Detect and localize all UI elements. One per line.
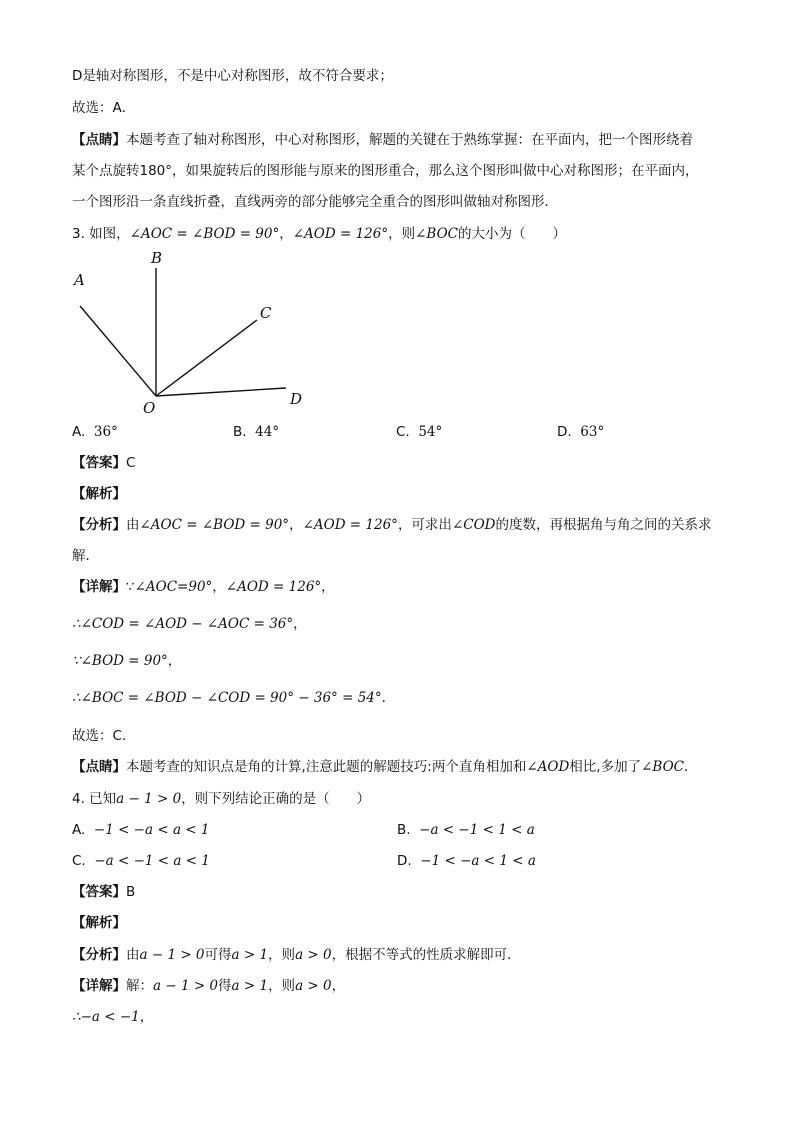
detail-line [72, 977, 345, 995]
math-expr: ∠AOC=90° [134, 579, 213, 595]
option-value: 36° [93, 424, 118, 440]
math-expr: ∴−a < −1 [72, 1009, 140, 1025]
option-b [397, 821, 535, 839]
detail-line [72, 578, 335, 596]
option-c [396, 423, 442, 441]
text: 由 [126, 947, 140, 963]
math-expr: a − 1 > 0 [153, 978, 219, 994]
comment-line: 一个图形沿一条直线折叠，直线两旁的部分能够完全重合的图形叫做轴对称图形． [72, 194, 558, 210]
text: ， [293, 616, 307, 632]
math-expr: ∠AOD = 126° [225, 579, 322, 595]
text: 由 [126, 517, 140, 533]
fenxi-tag: 【分析】 [72, 517, 126, 533]
option-c [72, 852, 210, 870]
text: ，则 [388, 226, 416, 242]
text: 相比,多加了 [569, 759, 642, 775]
question-3-stem [72, 225, 566, 243]
comment-tag: 【点睛】 [72, 759, 126, 775]
label-a: A [74, 271, 85, 289]
text: 的大小为（ ） [458, 226, 566, 242]
fenxi-tag: 【分析】 [72, 947, 126, 963]
option-letter: A. [72, 822, 86, 838]
ray-oc [156, 320, 257, 396]
question-number: 4. 已知 [72, 791, 117, 807]
text: ，根据不等式的性质求解即可． [331, 947, 521, 963]
math-expr: a > 1 [231, 978, 269, 994]
analysis-tag [72, 485, 126, 503]
label-c: C [260, 304, 272, 322]
text: ， [167, 653, 182, 669]
text: 的度数，再根据角与角之间的关系求 [495, 517, 712, 533]
answer-tag: 【答案】 [72, 884, 126, 900]
text: ， [279, 226, 293, 242]
math-expr: ∠BOC [641, 759, 684, 775]
ray-oa [80, 306, 156, 396]
option-value: −a < −1 < a < 1 [94, 853, 210, 869]
text: ，则 [268, 978, 296, 994]
question-4-stem [72, 790, 370, 808]
text: ，则 [268, 947, 296, 963]
answer-value: B [126, 884, 136, 900]
fenxi-line [72, 516, 711, 534]
math-expr: ∴∠COD = ∠AOD − ∠AOC = 36° [72, 616, 294, 632]
detail-tag: 【详解】 [72, 579, 126, 595]
text: ， [321, 579, 335, 595]
math-expr: ∠AOD = 126° [302, 517, 398, 533]
text: ∵ [126, 579, 135, 595]
analysis-label: 【解析】 [72, 915, 126, 931]
option-letter: D. [557, 424, 572, 440]
fenxi-line: 解． [72, 548, 99, 564]
option-a [72, 423, 118, 441]
text: ， [139, 1009, 154, 1025]
label-b: B [151, 249, 163, 267]
math-expr: ∠AOC = ∠BOD = 90° [129, 226, 280, 242]
math-expr: a > 0 [295, 947, 332, 963]
text: 可得 [204, 947, 232, 963]
option-value: −a < −1 < 1 < a [419, 822, 535, 838]
detail-tag: 【详解】 [72, 978, 126, 994]
option-value: 54° [418, 424, 443, 440]
option-d [397, 852, 536, 870]
text: ，则下列结论正确的是（ ） [181, 791, 371, 807]
comment-line: 某个点旋转180°，如果旋转后的图形能与原来的图形重合，那么这个图形叫做中心对称图形；在平面内， [72, 163, 699, 179]
comment-tag: 【点睛】 [72, 132, 126, 148]
math-expr: a > 0 [295, 978, 332, 994]
text: ， [289, 517, 303, 533]
step-line [72, 615, 307, 633]
answer-line [72, 883, 135, 901]
step-line [72, 689, 395, 707]
math-expr: a > 1 [231, 947, 269, 963]
option-letter: D. [397, 853, 412, 869]
answer-value: C [126, 455, 136, 471]
option-a [72, 821, 209, 839]
option-value: 63° [580, 424, 605, 440]
comment-line [72, 131, 693, 149]
math-expr: a − 1 > 0 [139, 947, 205, 963]
text: ． [683, 759, 698, 775]
text: ， [212, 579, 226, 595]
label-d: D [290, 390, 303, 408]
math-expr: ∠BOC [415, 226, 458, 242]
option-letter: A. [72, 424, 86, 440]
ray-od [156, 388, 286, 396]
math-expr: ∠AOD [526, 759, 570, 775]
text: 本题考查的知识点是角的计算,注意此题的解题技巧:两个直角相加和 [126, 759, 527, 775]
text: ，可求出 [397, 517, 452, 533]
option-letter: B. [233, 424, 247, 440]
option-b [233, 423, 279, 441]
text: 得 [218, 978, 232, 994]
math-expr: a − 1 > 0 [116, 791, 182, 807]
math-expr: ∠COD [451, 517, 496, 533]
answer-line [72, 454, 135, 472]
comment-line [72, 758, 697, 776]
step-line [72, 652, 181, 670]
text: 解： [126, 978, 153, 994]
analysis-label: 【解析】 [72, 486, 126, 502]
text: ， [331, 978, 346, 994]
text-line: D是轴对称图形，不是中心对称图形，故不符合要求； [72, 68, 393, 84]
label-o: O [143, 399, 156, 417]
option-letter: C. [396, 424, 410, 440]
angle-figure [60, 244, 320, 419]
math-expr: ∴∠BOC = ∠BOD − ∠COD = 90° − 36° = 54° [72, 690, 382, 706]
answer-tag: 【答案】 [72, 455, 126, 471]
fenxi-line [72, 946, 521, 964]
option-letter: C. [72, 853, 86, 869]
text: ． [381, 690, 396, 706]
analysis-tag [72, 914, 126, 932]
option-letter: B. [397, 822, 411, 838]
math-expr: ∠AOD = 126° [292, 226, 389, 242]
step-line [72, 1008, 153, 1026]
option-d [557, 423, 604, 441]
option-value: 44° [255, 424, 280, 440]
option-value: −1 < −a < 1 < a [420, 853, 536, 869]
option-value: −1 < −a < a < 1 [93, 822, 210, 838]
math-expr: ∵∠BOD = 90° [72, 653, 168, 669]
math-expr: ∠AOC = ∠BOD = 90° [139, 517, 290, 533]
comment-text: 本题考查了轴对称图形，中心对称图形，解题的关键在于熟练掌握：在平面内，把一个图形绕着 [126, 132, 693, 148]
question-number: 3. 如图， [72, 226, 130, 242]
choice-line: 故选：A． [72, 100, 136, 116]
choice-line: 故选：C． [72, 728, 136, 744]
